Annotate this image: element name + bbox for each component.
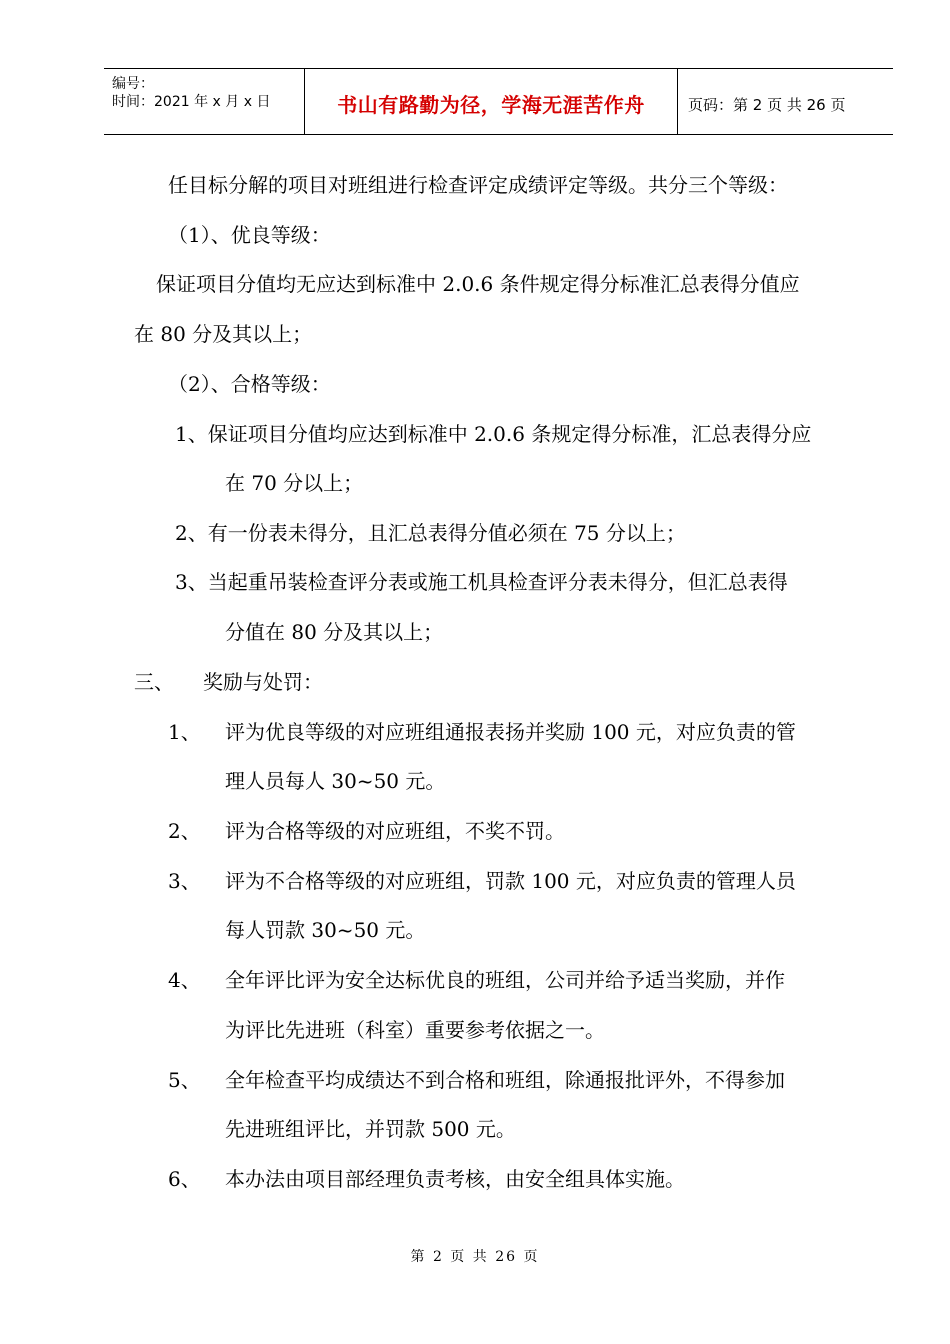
grade1-line: 保证项目分值均无应达到标准中 2.0.6 条件规定得分标准汇总表得分值应 [156, 272, 800, 296]
reward-item-line: 理人员每人 30~50 元。 [225, 769, 446, 793]
reward-item-number: 1、 [168, 720, 201, 744]
motto-text: 书山有路勤为径，学海无涯苦作舟 [337, 93, 645, 117]
reward-item-line: 为评比先进班（科室）重要参考依据之一。 [225, 1018, 605, 1042]
grade2-item-line: 3、当起重吊装检查评分表或施工机具检查评分表未得分，但汇总表得 [175, 570, 788, 594]
grade1-title: （1）、优良等级： [168, 223, 331, 247]
reward-item-number: 3、 [168, 869, 201, 893]
reward-item-line: 评为合格等级的对应班组，不奖不罚。 [225, 819, 565, 843]
grade2-item-line: 2、有一份表未得分，且汇总表得分值必须在 75 分以上； [175, 521, 686, 545]
grade2-item-line: 在 70 分以上； [225, 471, 364, 495]
reward-item-number: 5、 [168, 1068, 201, 1092]
reward-item-number: 6、 [168, 1167, 201, 1191]
serial-label: 编号： [112, 76, 154, 92]
reward-item-line: 全年检查平均成绩达不到合格和班组，除通报批评外，不得参加 [225, 1068, 785, 1092]
section-number: 三、 [134, 670, 174, 694]
grade2-item-line: 分值在 80 分及其以上； [225, 620, 444, 644]
grade2-title: （2）、合格等级： [168, 372, 331, 396]
header-info-cell [104, 69, 305, 134]
intro-paragraph: 任目标分解的项目对班组进行检查评定成绩评定等级。共分三个等级： [168, 173, 788, 197]
reward-item-line: 评为优良等级的对应班组通报表扬并奖励 100 元，对应负责的管 [225, 720, 796, 744]
date-label: 时间：2021 年 x 月 x 日 [112, 94, 271, 110]
reward-item-line: 先进班组评比，并罚款 500 元。 [225, 1117, 516, 1141]
grade1-line: 在 80 分及其以上； [134, 322, 313, 346]
reward-item-line: 每人罚款 30~50 元。 [225, 918, 426, 942]
reward-item-line: 全年评比评为安全达标优良的班组，公司并给予适当奖励，并作 [225, 968, 785, 992]
page-info: 页码：第 2 页 共 26 页 [688, 96, 846, 114]
reward-item-number: 4、 [168, 968, 201, 992]
page-header [104, 68, 893, 135]
grade2-item-line: 1、保证项目分值均应达到标准中 2.0.6 条规定得分标准，汇总表得分应 [175, 422, 812, 446]
section-title: 奖励与处罚： [203, 670, 323, 694]
reward-item-line: 本办法由项目部经理负责考核，由安全组具体实施。 [225, 1167, 685, 1191]
page-footer: 第 2 页 共 26 页 [410, 1249, 540, 1265]
reward-item-line: 评为不合格等级的对应班组，罚款 100 元，对应负责的管理人员 [225, 869, 796, 893]
header-motto-cell [305, 69, 678, 134]
reward-item-number: 2、 [168, 819, 201, 843]
header-page-cell [678, 69, 893, 134]
